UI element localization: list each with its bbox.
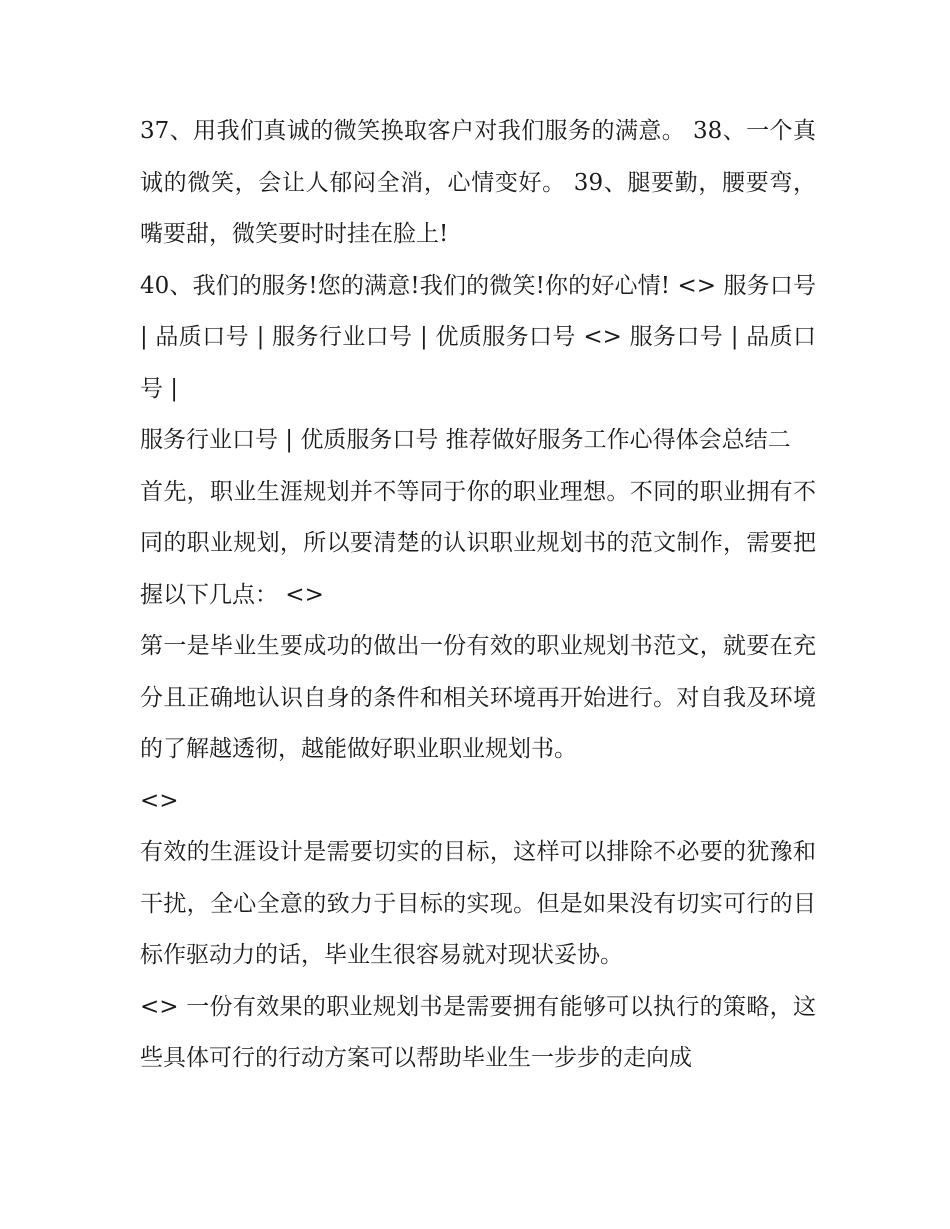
paragraph-point-one: 第一是毕业生要成功的做出一份有效的职业规划书范文，就要在充分且正确地认识自身的条件和相关环境再开始进行。对自我及环境的了解越透彻，越能做好职业职业规划书。 bbox=[140, 633, 816, 762]
document-body bbox=[140, 106, 816, 1085]
paragraph-slogans-37-39: 37、用我们真诚的微笑换取客户对我们服务的满意。 38、一个真诚的微笑，会让人郁闷全消，心情变好。 39、腿要勤，腰要弯，嘴要甜，微笑要时时挂在脸上! bbox=[140, 118, 816, 247]
paragraph-slogan-categories: 服务行业口号 | 优质服务口号 推荐做好服务工作心得体会总结二 bbox=[140, 427, 791, 453]
paragraph-executable-strategy: <> 一份有效果的职业规划书是需要拥有能够可以执行的策略，这些具体可行的行动方案可以帮助毕业生一步步的走向成 bbox=[140, 993, 816, 1071]
paragraph-effective-goals: 有效的生涯设计是需要切实的目标，这样可以排除不必要的犹豫和干扰，全心全意的致力于目标的实现。但是如果没有切实可行的目标作驱动力的话，毕业生很容易就对现状妥协。 bbox=[140, 839, 816, 968]
paragraph-separator: <> bbox=[140, 787, 179, 814]
paragraph-career-planning-intro: 首先，职业生涯规划并不等同于你的职业理想。不同的职业拥有不同的职业规划，所以要清楚的认识职业规划书的范文制作，需要把握以下几点： <> bbox=[140, 478, 816, 608]
paragraph-slogan-40: 40、我们的服务!您的满意!我们的微笑!你的好心情! <> 服务口号 | 品质口号 | 服务行业口号 | 优质服务口号 <> 服务口号 | 品质口号 | bbox=[140, 272, 816, 402]
